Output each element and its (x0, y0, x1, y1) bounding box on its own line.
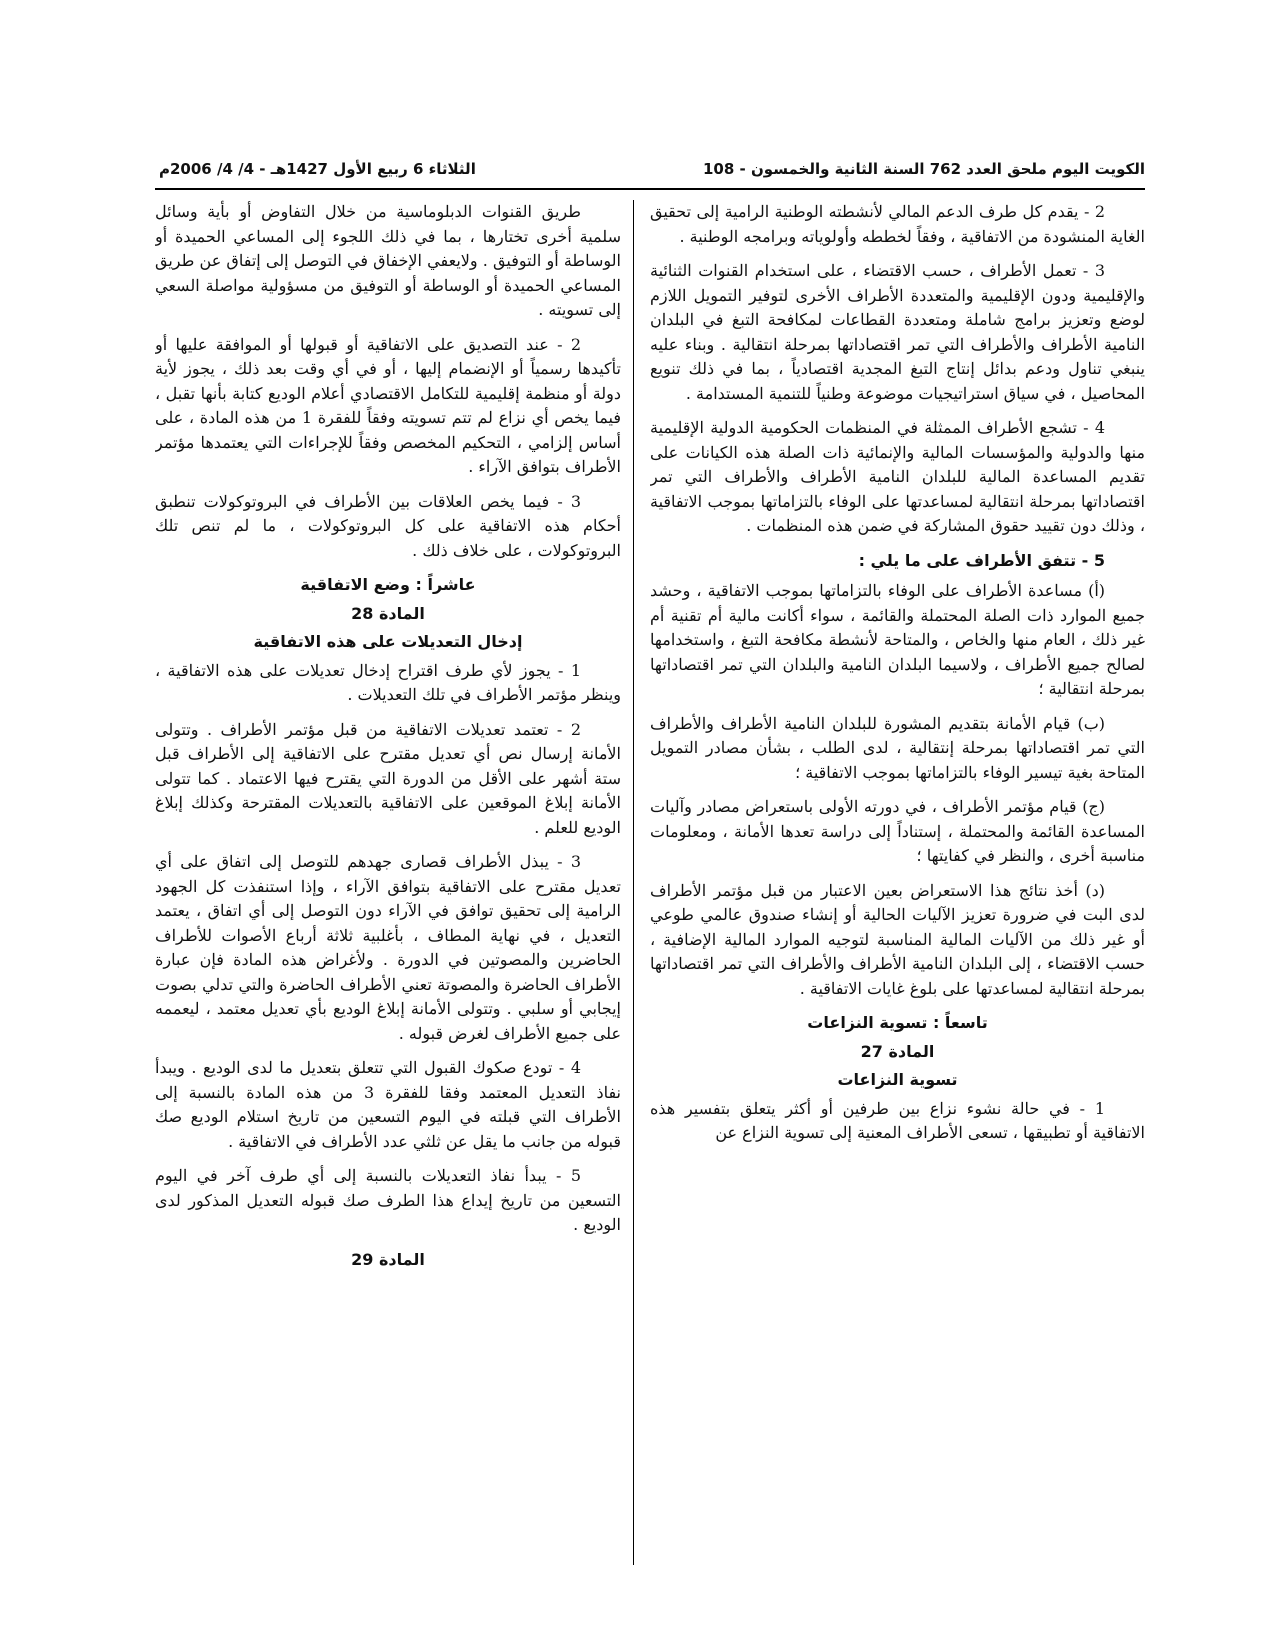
paragraph: 5 - يبدأ نفاذ التعديلات بالنسبة إلى أي طرف آخر في اليوم التسعين من تاريخ إيداع هذا الطرف صك قبوله التعديل المذكور لدى الوديع . (155, 1166, 621, 1234)
column-divider (633, 200, 634, 1565)
header-date: الثلاثاء 6 ربيع الأول 1427هـ - 4/ 4/ 2006م (159, 160, 476, 178)
paragraph: 3 - تعمل الأطراف ، حسب الاقتضاء ، على استخدام القنوات الثنائية والإقليمية ودون الإقليمية والمتعددة الأطراف الأخرى لتوفير التمويل اللازم لوضع وتعزيز برامج شاملة ومتعددة القطاعات لمكافحة التبغ في البلدان النامية الأطراف والأطراف التي تمر اقتصاداتها بمرحلة انتقالية . وبناء عليه ينبغي تناول ودعم بدائل إنتاج التبغ المجدية اقتصادياً ، بما في ذلك تنويع المحاصيل ، في سياق استراتيجيات موضوعة وطنياً للتنمية المستدامة . (650, 261, 1145, 403)
paragraph: (أ) مساعدة الأطراف على الوفاء بالتزاماتها بموجب الاتفاقية ، وحشد جميع الموارد ذات الصلة المحتملة والقائمة ، سواء أكانت مالية أم تقنية أم غير ذلك ، العام منها والخاص ، والمتاحة لأنشطة مكافحة التبغ ، واستخدامها لصالح جميع الأطراف ، ولاسيما البلدان النامية والبلدان التي تمر اقتصاداتها بمرحلة انتقالية ؛ (650, 581, 1145, 698)
section-heading: عاشراً : وضع الاتفاقية (300, 575, 476, 594)
paragraph: 3 - فيما يخص العلاقات بين الأطراف في البروتوكولات تنطبق أحكام هذه الاتفاقية على كل البروتوكولات ، ما لم تنص تلك البروتوكولات ، على خلاف ذلك . (155, 491, 621, 560)
paragraph: 4 - تشجع الأطراف الممثلة في المنظمات الحكومية الدولية الإقليمية منها والدولية والمؤسسات المالية والإنمائية ذات الصلة هذه الكيانات على تقديم المساعدة المالية للبلدان النامية الأطراف والأطراف التي تمر اقتصاداتها بمرحلة انتقالية لمساعدتها على الوفاء بالتزاماتها بموجب الاتفاقية ، وذلك دون تقييد حقوق المشاركة في ضمن هذه المنظمات . (650, 418, 1145, 535)
article-number: المادة 28 (351, 603, 425, 623)
paragraph: 3 - يبذل الأطراف قصارى جهدهم للتوصل إلى اتفاق على أي تعديل مقترح على الاتفاقية بتوافق الآراء ، وإذا استنفذت كل الجهود الرامية إلى تحقيق توافق في الآراء دون التوصل إلى أي اتفاق ، يعتمد التعديل ، في نهاية المطاف ، بأغلبية ثلاثة أرباع الأصوات للأطراف الحاضرين والمصوتين في الدورة . ولأغراض هذه المادة فإن عبارة الأطراف الحاضرة والمصوتة تعني الأطراف الحاضرة والتي تدلي بصوت إيجابي أو سلبي . وتتولى الأمانة إبلاغ الوديع بأي تعديل معتمد ، ليعممه على جميع الأطراف لغرض قبوله . (155, 852, 621, 1043)
page-header (155, 152, 1145, 190)
paragraph: (ج) قيام مؤتمر الأطراف ، في دورته الأولى باستعراض مصادر وآليات المساعدة القائمة والمحتملة ، إستناداً إلى دراسة تعدها الأمانة ، ومعلومات مناسبة أخرى ، والنظر في كفايتها ؛ (650, 797, 1145, 865)
paragraph: 1 - يجوز لأي طرف اقتراح إدخال تعديلات على هذه الاتفاقية ، وينظر مؤتمر الأطراف في تلك التعديلات . (155, 660, 621, 704)
paragraph: (د) أخذ نتائج هذا الاستعراض بعين الاعتبار من قبل مؤتمر الأطراف لدى البت في ضرورة تعزيز الآليات الحالية أو إنشاء صندوق عالمي طوعي أو غير ذلك من الآليات المالية المناسبة لتوجيه الموارد المالية الإضافية ، حسب الاقتضاء ، إلى البلدان النامية الأطراف والأطراف التي تمر اقتصاداتها بمرحلة انتقالية لمساعدتها على بلوغ غايات الاتفاقية . (650, 880, 1145, 998)
paragraph: طريق القنوات الدبلوماسية من خلال التفاوض أو بأية وسائل سلمية أخرى تختارها ، بما في ذلك اللجوء إلى المساعي الحميدة أو الوساطة أو التوفيق . ولايعفي الإخفاق في التوصل إلى إتفاق عن طريق المساعي الحميدة أو الوساطة أو التوفيق من مسؤولية مواصلة السعي إلى تسويته . (155, 202, 621, 319)
paragraph: 2 - تعتمد تعديلات الاتفاقية من قبل مؤتمر الأطراف . وتتولى الأمانة إرسال نص أي تعديل مقترح على الاتفاقية إلى الأطراف قبل ستة أشهر على الأقل من الدورة التي يقترح فيها الاعتماد . كما تتولى الأمانة إبلاغ الموقعين على الاتفاقية بالتعديلات المقترحة وكذلك إبلاغ الوديع للعلم . (155, 719, 621, 837)
article-title: إدخال التعديلات على هذه الاتفاقية (253, 632, 523, 651)
article-number: المادة 29 (351, 1249, 425, 1269)
paragraph: 2 - يقدم كل طرف الدعم المالي لأنشطته الوطنية الرامية إلى تحقيق الغاية المنشودة من الاتفاقية ، وفقاً لخططه وأولوياته وبرامجه الوطنية . (650, 202, 1145, 246)
right-column (650, 200, 1145, 1580)
header-publication-info: الكويت اليوم ملحق العدد 762 السنة الثانية والخمسون - 108 (703, 160, 1145, 178)
paragraph: (ب) قيام الأمانة بتقديم المشورة للبلدان النامية الأطراف والأطراف التي تمر اقتصاداتها بمرحلة إنتقالية ، لدى الطلب ، بشأن مصادر التمويل المتاحة بغية تيسير الوفاء بالتزاماتها بموجب الاتفاقية ؛ (650, 713, 1145, 782)
article-title: تسوية النزاعات (837, 1070, 958, 1089)
paragraph: 1 - في حالة نشوء نزاع بين طرفين أو أكثر يتعلق بتفسير هذه الاتفاقية أو تطبيقها ، تسعى الأطراف المعنية إلى تسوية النزاع عن (650, 1098, 1145, 1142)
paragraph: 4 - تودع صكوك القبول التي تتعلق بتعديل ما لدى الوديع . ويبدأ نفاذ التعديل المعتمد وفقا للفقرة 3 من هذه المادة بالنسبة إلى الأطراف التي قبلته في اليوم التسعين من تاريخ استلام الوديع صك قبوله من جانب ما يقل عن ثلثي عدد الأطراف في الاتفاقية . (155, 1058, 621, 1151)
left-column (155, 200, 621, 1580)
article-number: المادة 27 (860, 1041, 935, 1061)
paragraph: 2 - عند التصديق على الاتفاقية أو قبولها أو الموافقة عليها أو تأكيدها رسمياً أو الإنضمام إليها ، أو في أي وقت بعد ذلك ، يجوز لأية دولة أو منظمة إقليمية للتكامل الاقتصادي أعلام الوديع كتابة بأنها تقبل ، فيما يخص أي نزاع لم تتم تسويته وفقاً للفقرة 1 من هذه المادة ، على أساس إلزامي ، التحكيم المخصص وفقاً للإجراءات التي يعتمدها مؤتمر الأطراف بتوافق الآراء . (155, 334, 621, 476)
clause-heading: 5 - تتفق الأطراف على ما يلي : (858, 550, 1105, 570)
section-heading: تاسعاً : تسوية النزاعات (807, 1013, 988, 1032)
